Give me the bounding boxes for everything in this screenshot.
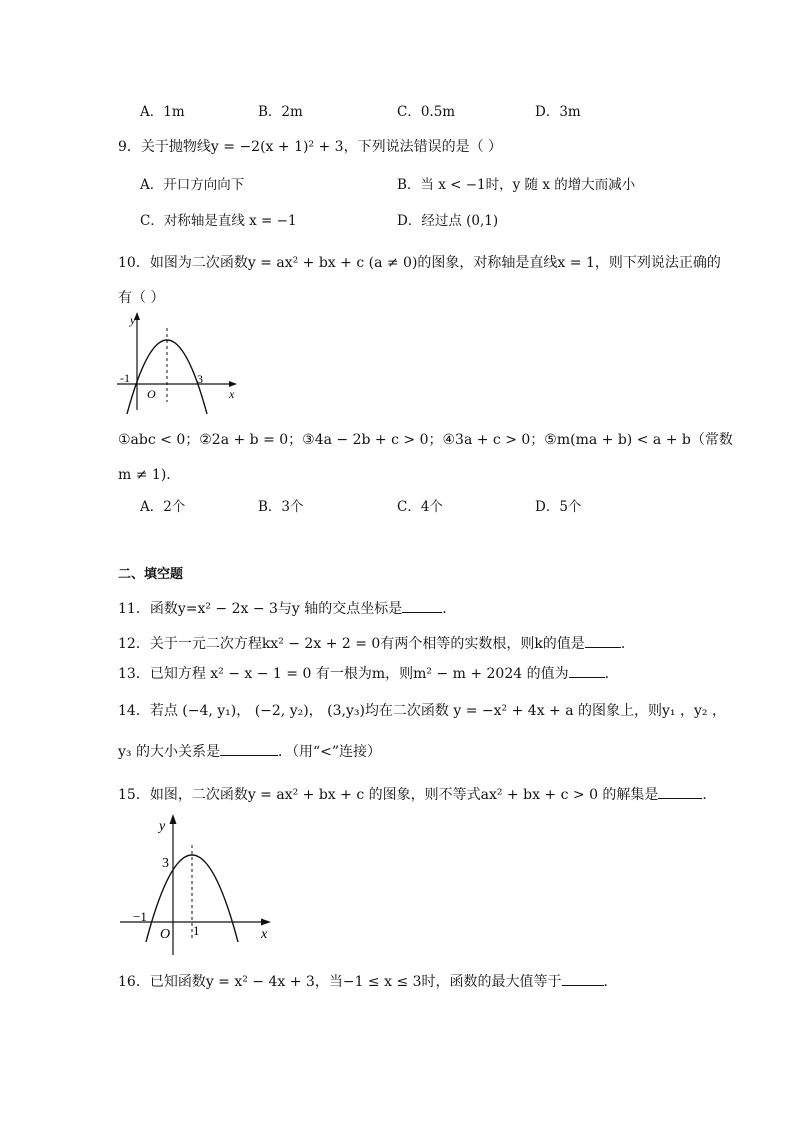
- q10-statements-line1: ①abc < 0；②2a + b = 0；③4a − 2b + c > 0；④3a + c > 0；⑤m(ma + b) < a + b（常数: [118, 432, 733, 448]
- q10-option-b: B．3个: [258, 499, 304, 515]
- q15-origin-label: O: [160, 927, 171, 942]
- q10-y-label: y: [130, 313, 136, 327]
- q8-option-a: A．1m: [140, 104, 185, 120]
- q10-x-label: x: [229, 387, 235, 401]
- q15-y-axis: [170, 814, 177, 955]
- q14-line2-end: ．（用“<”连接）: [277, 744, 382, 760]
- q12: [118, 633, 635, 654]
- q12-end: ．: [620, 636, 635, 652]
- q8-option-b: B．2m: [258, 104, 303, 120]
- q15-end: ．: [702, 787, 717, 803]
- q14-answer-blank[interactable]: [220, 741, 278, 756]
- q16: [118, 971, 618, 992]
- q13-answer-blank[interactable]: [569, 663, 605, 678]
- q13-end: ．: [604, 666, 619, 682]
- q15-one-label: 1: [193, 923, 200, 938]
- q15-x-label: x: [261, 927, 268, 942]
- q10-three-label: 3: [197, 372, 203, 386]
- q10-neg1-label: -1: [120, 371, 130, 385]
- q15-y-label: y: [159, 819, 166, 834]
- q15-three-label: 3: [162, 856, 169, 871]
- q13: [118, 663, 619, 684]
- q10-origin-label: O: [147, 387, 156, 401]
- q12-text: 12．关于一元二次方程kx² − 2x + 2 = 0有两个相等的实数根，则k的值是: [118, 636, 585, 652]
- q16-text: 16．已知函数y = x² − 4x + 3，当−1 ≤ x ≤ 3时，函数的最大值等于: [118, 974, 562, 990]
- q10-option-a: A．2个: [140, 499, 186, 515]
- q15-neg1-label: −1: [133, 909, 147, 924]
- q14-line1: 14．若点 (−4, y₁)， (−2, y₂)， (3,y₃)均在二次函数 y = −x² + 4x + a 的图象上，则y₁ ，y₂ ，: [118, 703, 726, 719]
- q11: [118, 598, 456, 619]
- q14-line2: [118, 741, 381, 762]
- q11-text: 11．函数y=x² − 2x − 3与y 轴的交点坐标是: [118, 601, 403, 617]
- q9-option-c: C．对称轴是直线 x = −1: [140, 213, 297, 229]
- q10-parabola-graph: [115, 310, 245, 420]
- q14-line2-text: y₃ 的大小关系是: [118, 744, 220, 760]
- q11-answer-blank[interactable]: [402, 598, 442, 613]
- q15-parabola-graph: [115, 810, 280, 960]
- q10-statements-line2: m ≠ 1).: [118, 467, 171, 483]
- q8-option-c: C．0.5m: [397, 104, 456, 120]
- q16-answer-blank[interactable]: [562, 971, 604, 986]
- q11-end: ．: [442, 601, 457, 617]
- q9-option-d: D．经过点 (0,1): [397, 213, 499, 229]
- section-title-fill-in: 二、填空题: [118, 567, 184, 582]
- q15-answer-blank[interactable]: [658, 784, 702, 799]
- q8-option-d: D．3m: [535, 104, 581, 120]
- q15-text: 15．如图，二次函数y = ax² + bx + c 的图象，则不等式ax² + bx + c > 0 的解集是: [118, 787, 659, 803]
- q9-stem: 9．关于抛物线y = −2(x + 1)² + 3，下列说法错误的是（ ）: [118, 139, 503, 155]
- q10-stem-line2: 有（ ）: [118, 290, 165, 306]
- q9-option-b: B．当 x < −1时，y 随 x 的增大而减小: [397, 177, 636, 193]
- q16-end: ．: [603, 974, 618, 990]
- q12-answer-blank[interactable]: [585, 633, 621, 648]
- q13-text: 13．已知方程 x² − x − 1 = 0 有一根为m，则m² − m + 2024 的值为: [118, 666, 569, 682]
- q15: [118, 784, 716, 805]
- q10-option-c: C．4个: [397, 499, 443, 515]
- q9-option-a: A．开口方向向下: [140, 177, 245, 193]
- q10-stem-line1: 10．如图为二次函数y = ax² + bx + c (a ≠ 0)的图象，对称轴是直线x = 1，则下列说法正确的: [118, 255, 721, 271]
- q10-option-d: D．5个: [535, 499, 582, 515]
